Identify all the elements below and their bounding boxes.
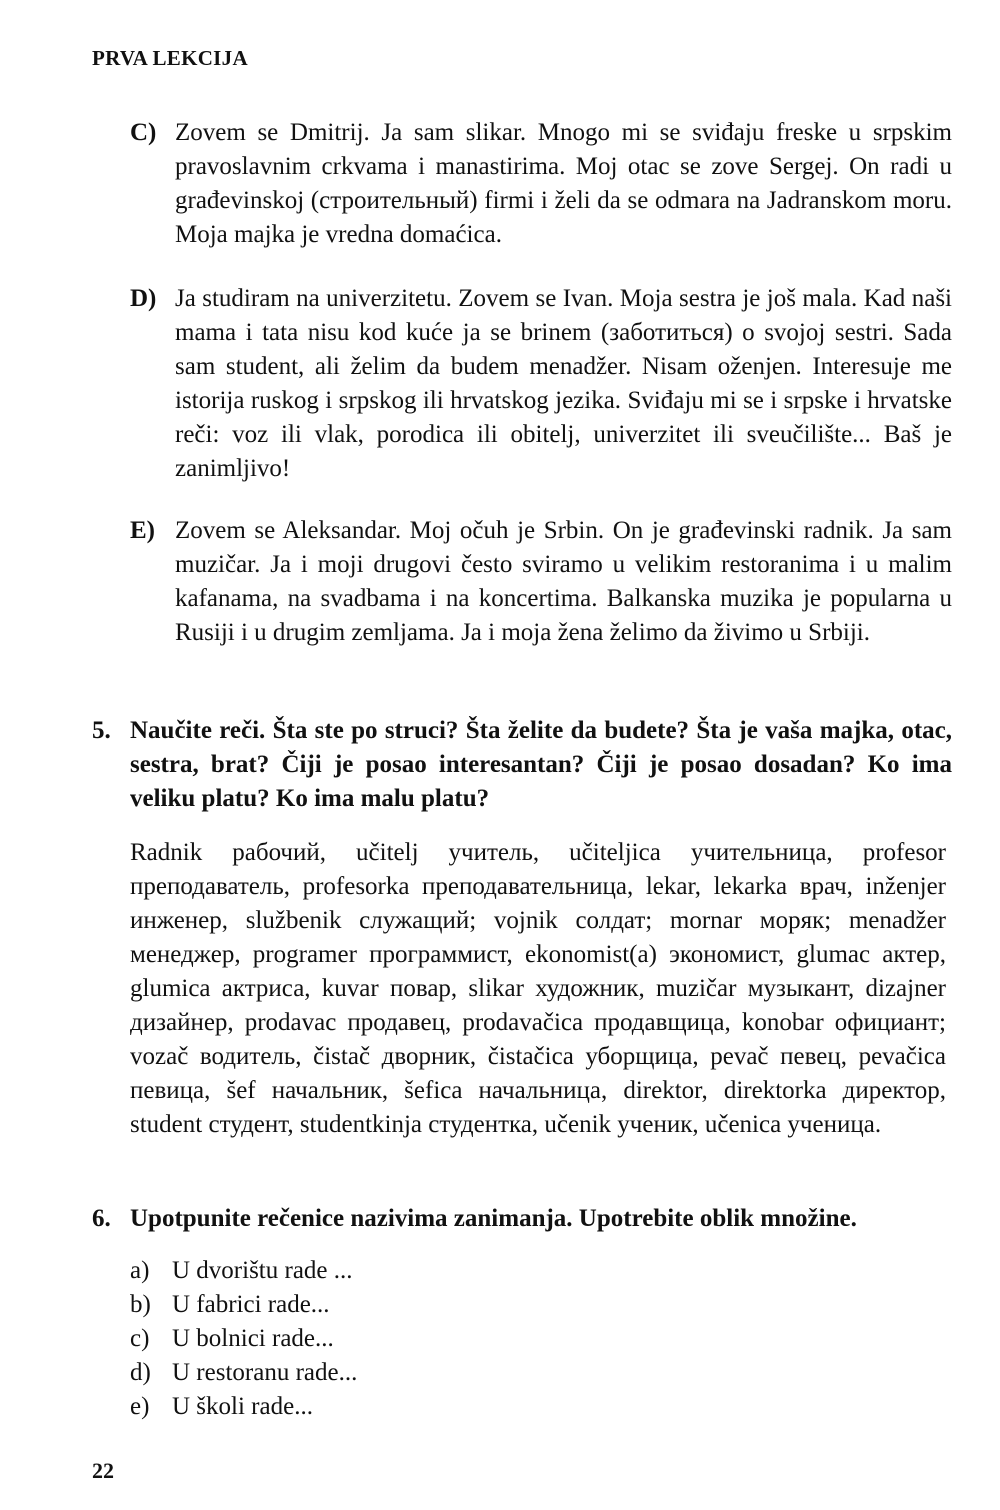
page-number: 22	[92, 1458, 114, 1483]
item-label: b)	[130, 1291, 151, 1318]
paragraph-text: Zovem se Dmitrij. Ja sam slikar. Mnogo mi se sviđaju freske u srpskim pravoslavnim crkvama i manastirima. Moj otac se zove Sergej. On radi u građevinskoj (строительный) firmi i želi da se odmara na Jadranskom moru. Moja majka je vredna domaćica.	[175, 119, 952, 248]
exercise-number: 5.	[92, 717, 111, 744]
exercise-instruction: Upotpunite rečenice nazivima zanimanja. Upotrebite oblik množine.	[130, 1205, 857, 1232]
item-text: U školi rade...	[172, 1393, 313, 1420]
item-text: U bolnici rade...	[172, 1325, 334, 1352]
exercise-number: 6.	[92, 1205, 111, 1232]
item-text: U restoranu rade...	[172, 1359, 358, 1386]
list-item	[130, 1390, 357, 1424]
item-text: U dvorištu rade ...	[172, 1257, 353, 1284]
paragraph-d	[130, 282, 952, 486]
paragraph-letter: E)	[130, 517, 155, 544]
paragraph-e	[130, 514, 952, 650]
exercise-6-items	[130, 1254, 357, 1424]
exercise-5	[92, 714, 952, 816]
paragraph-text: Ja studiram na univerzitetu. Zovem se Ivan. Moja sestra je još mala. Kad naši mama i tata nisu kod kuće ja se brinem (заботиться) o svojoj sestri. Sada sam student, ali želim da budem menadžer. Nisam oženjen. Interesuje me istorija ruskog i srpskog ili hrvatskog jezika. Sviđaju mi se i srpske i hrvatske reči: voz ili vlak, porodica ili obitelj, univerzitet ili sveučilište... Baš je zanimljivo!	[175, 285, 952, 482]
vocabulary-list: Radnik рабочий, učitelj учитель, učiteljica учительница, profesor преподаватель, profesorka преподавательница, lekar, lekarka врач, inženjer инженер, službenik служащий; vojnik солдат; mornar моряк; menadžer менеджер, programer программист, ekonomist(a) экономист, glumac актер, glumica актриса, kuvar повар, slikar художник, muzičar музыкант, dizajner дизайнер, prodavac продавец, prodavačica продавщица, konobar официант; vozač водитель, čistač дворник, čistačica уборщица, pevač певец, pevačica певица, šef начальник, šefica начальница, direktor, direktorka директор, student студент, studentkinja студентка, učenik ученик, učenica ученица.	[130, 839, 946, 1138]
paragraph-letter: C)	[130, 119, 157, 146]
list-item	[130, 1254, 357, 1288]
exercise-instruction: Naučite reči. Šta ste po struci? Šta želite da budete? Šta je vaša majka, otac, sestra, brat? Čiji je posao interesantan? Čiji je posao dosadan? Ko ima veliku platu? Ko ima malu platu?	[130, 717, 952, 812]
paragraph-letter: D)	[130, 285, 157, 312]
list-item	[130, 1322, 357, 1356]
item-text: U fabrici rade...	[172, 1291, 330, 1318]
list-item	[130, 1356, 357, 1390]
exercise-6	[92, 1202, 952, 1236]
item-label: e)	[130, 1393, 150, 1420]
list-item	[130, 1288, 357, 1322]
item-label: d)	[130, 1359, 151, 1386]
running-head: PRVA LEKCIJA	[92, 46, 248, 70]
paragraph-text: Zovem se Aleksandar. Moj očuh je Srbin. On je građevinski radnik. Ja sam muzičar. Ja i moji drugovi često sviramo u velikim restoranima i u malim kafanama, na svadbama i na koncertima. Balkanska muzika je popularna u Rusiji i u drugim zemljama. Ja i moja žena želimo da živimo u Srbiji.	[175, 517, 952, 646]
item-label: c)	[130, 1325, 150, 1352]
paragraph-c	[130, 116, 952, 252]
item-label: a)	[130, 1257, 150, 1284]
